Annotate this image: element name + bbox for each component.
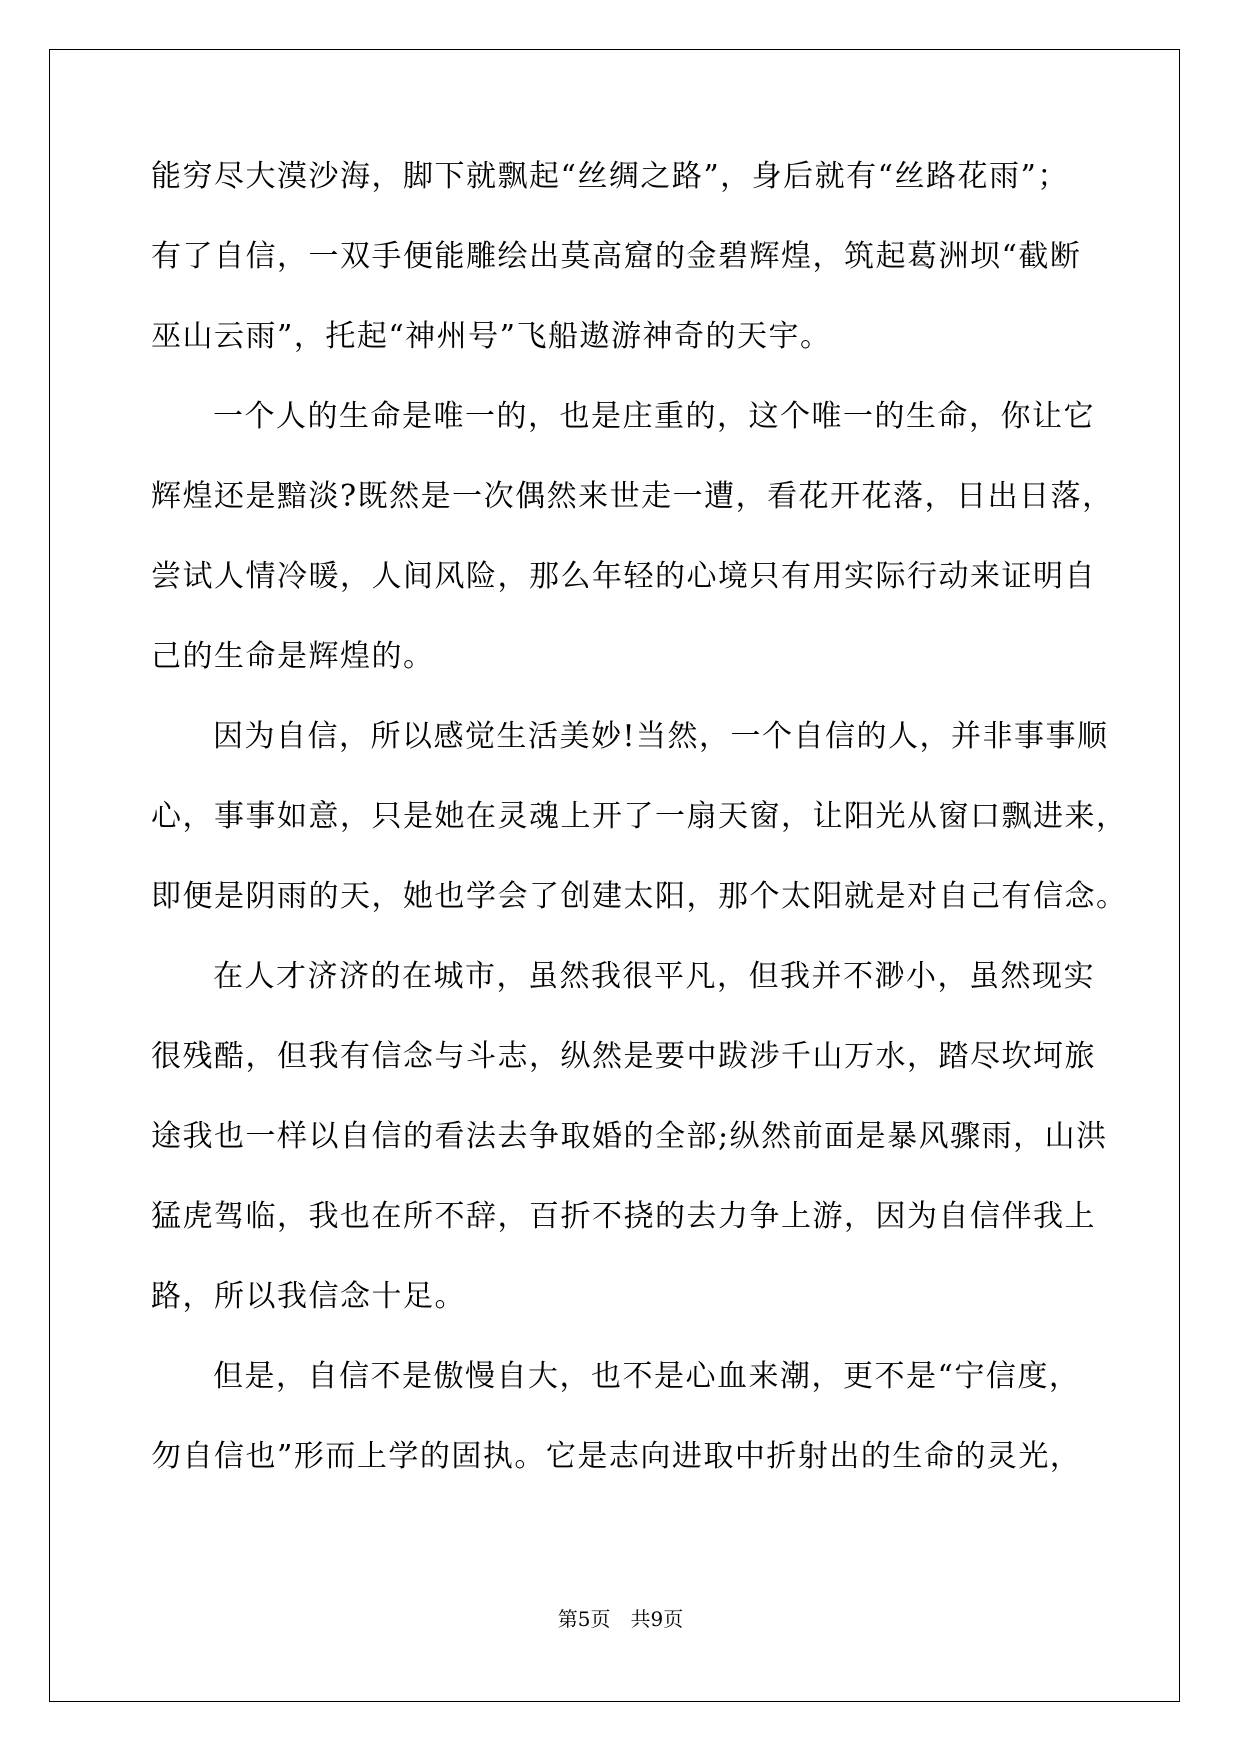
- text-line: 一个人的生命是唯一的，也是庄重的，这个唯一的生命，你让它: [213, 399, 1095, 434]
- text-line: 即便是阴雨的天，她也学会了创建太阳，那个太阳就是对自己有信念。: [151, 879, 1128, 914]
- text-line: 在人才济济的在城市，虽然我很平凡，但我并不渺小，虽然现实: [213, 959, 1095, 994]
- text-line: 能穷尽大漠沙海，脚下就飘起“丝绸之路”，身后就有“丝路花雨”；: [151, 159, 1069, 194]
- text-line: 己的生命是辉煌的。: [151, 639, 435, 674]
- text-line: 辉煌还是黯淡?既然是一次偶然来世走一遭，看花开花落，日出日落，: [151, 479, 1114, 514]
- text-line: 很残酷，但我有信念与斗志，纵然是要中跋涉千山万水，踏尽坎坷旅: [151, 1039, 1096, 1074]
- text-line: 路，所以我信念十足。: [151, 1279, 466, 1314]
- text-line: 心，事事如意，只是她在灵魂上开了一扇天窗，让阳光从窗口飘进来，: [151, 799, 1128, 834]
- text-line: 但是，自信不是傲慢自大，也不是心血来潮，更不是“宁信度，: [213, 1359, 1081, 1394]
- text-line: 途我也一样以自信的看法去争取婚的全部;纵然前面是暴风骤雨，山洪: [151, 1119, 1108, 1154]
- text-line: 因为自信，所以感觉生活美妙!当然，一个自信的人，并非事事顺: [213, 719, 1109, 754]
- text-line: 有了自信，一双手便能雕绘出莫高窟的金碧辉煌，筑起葛洲坝“截断: [151, 239, 1082, 274]
- text-line: 猛虎驾临，我也在所不辞，百折不挠的去力争上游，因为自信伴我上: [151, 1199, 1096, 1234]
- page-number-footer: 第5页 共9页: [557, 1607, 684, 1631]
- text-line: 尝试人情冷暖，人间风险，那么年轻的心境只有用实际行动来证明自: [151, 559, 1096, 594]
- text-line: 勿自信也”形而上学的固执。它是志向进取中折射出的生命的灵光，: [151, 1439, 1082, 1474]
- text-line: 巫山云雨”，托起“神州号”飞船遨游神奇的天宇。: [151, 319, 832, 354]
